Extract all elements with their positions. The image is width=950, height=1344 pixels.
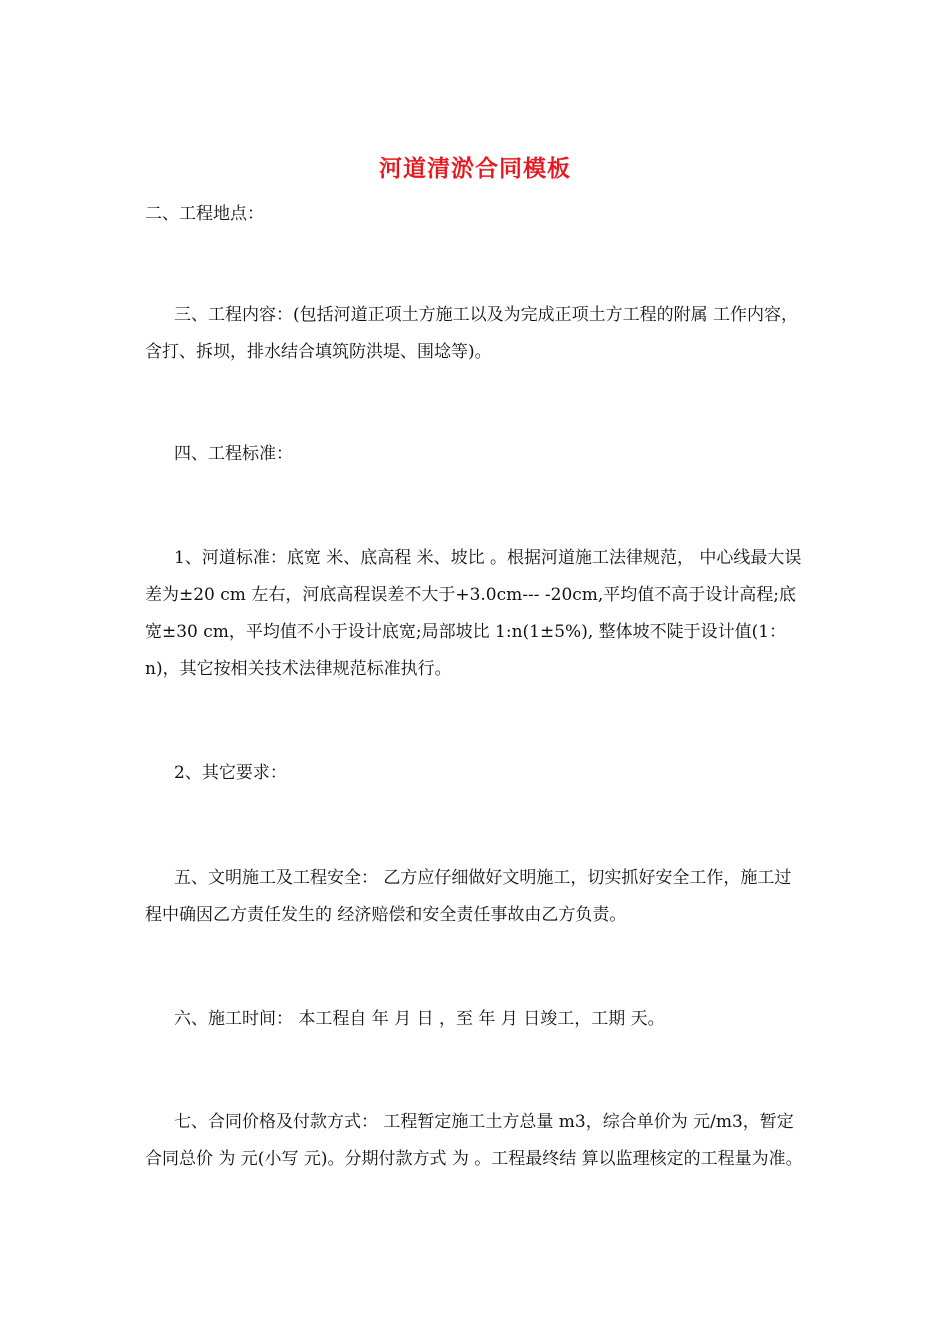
section-safety: 五、文明施工及工程安全： 乙方应仔细做好文明施工，切实抓好安全工作，施工过程中确因乙方责任发生的 经济赔偿和安全责任事故由乙方负责。 (145, 868, 792, 925)
section-schedule: 六、施工时间： 本工程自 年 月 日 ，至 年 月 日竣工，工期 天。 (174, 1009, 665, 1029)
item-other-requirements: 2、其它要求： (174, 763, 287, 783)
section-content: 三、工程内容：(包括河道正项土方施工以及为完成正项土方工程的附属 工作内容，含打、拆坝，排水结合填筑防洪堤、围埝等)。 (145, 305, 799, 362)
document-title: 河道清淤合同模板 (379, 156, 571, 182)
section-location: 二、工程地点： (145, 204, 264, 224)
section-payment: 七、合同价格及付款方式： 工程暂定施工土方总量 m3，综合单价为 元/m3，暂定合同总价 为 元(小写 元)。分期付款方式 为 。工程最终结 算以监理核定的工程量为准。 (145, 1112, 803, 1169)
section-standards: 四、工程标准： (174, 444, 293, 464)
item-river-standard: 1、河道标准：底宽 米、底高程 米、坡比 。根据河道施工法律规范， 中心线最大误差为±20 cm 左右，河底高程误差不大于+3.0cm--- -20cm,平均值不高于设计高程;底宽±30 cm，平均值不小于设计底宽;局部坡比 1:n(1±5%), 整体坡不陡于设计值(1：n)，其它按相关技术法律规范标准执行。 (145, 548, 802, 679)
